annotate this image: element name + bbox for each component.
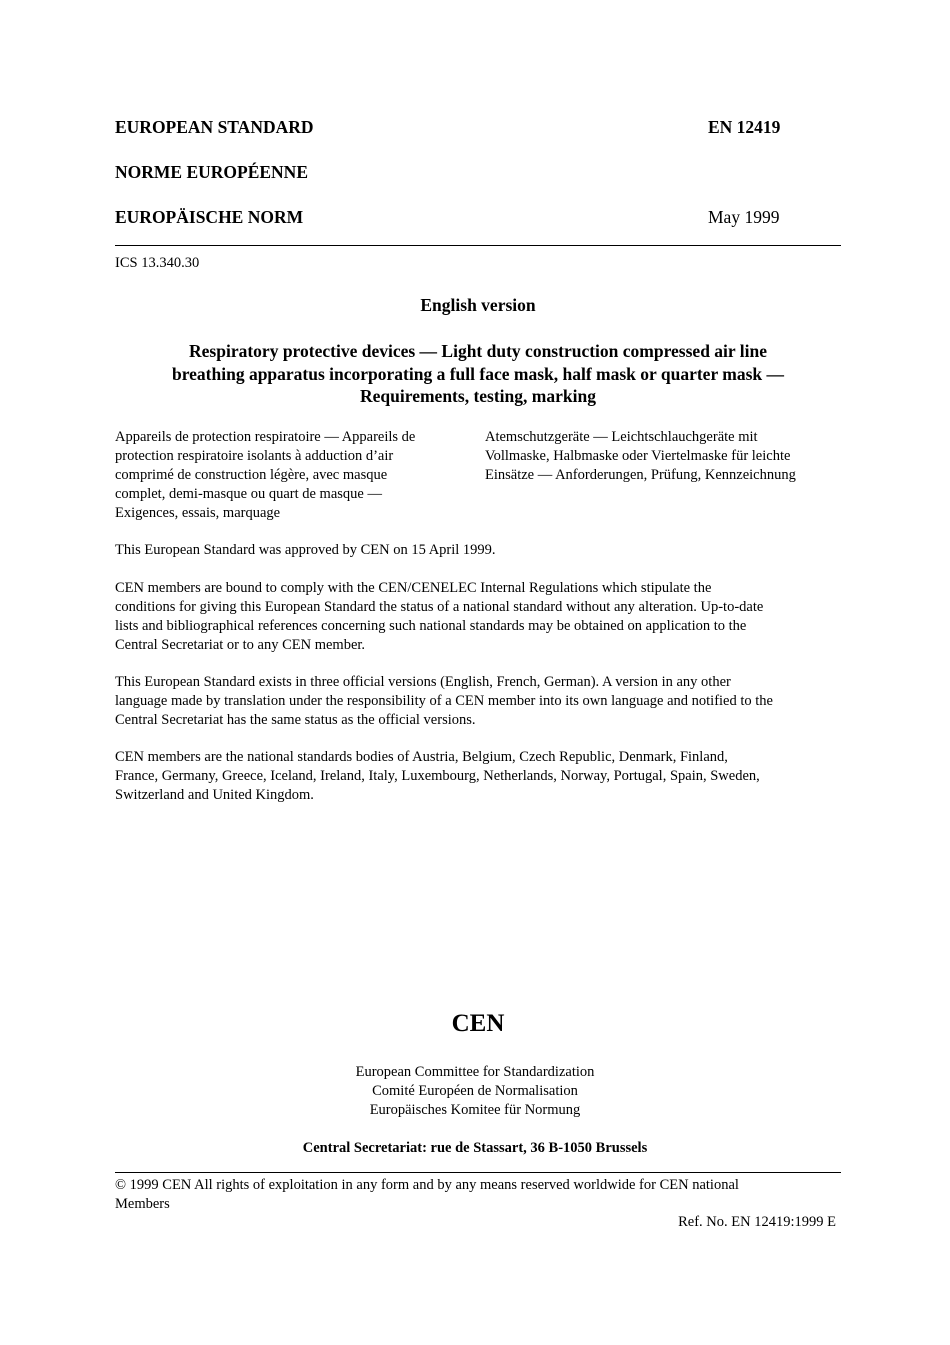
copyright-line: Members <box>115 1196 170 1212</box>
paragraph-line: Central Secretariat has the same status as the official versions. <box>115 712 476 728</box>
standard-label-de: EUROPÄISCHE NORM <box>115 207 304 227</box>
footer-divider <box>115 1172 841 1173</box>
compliance-paragraph <box>115 579 841 655</box>
document-title <box>115 340 841 408</box>
approval-paragraph: This European Standard was approved by CEN on 15 April 1999. <box>115 542 496 558</box>
publication-date: May 1999 <box>708 207 780 227</box>
cen-name-english: European Committee for Standardization <box>355 1064 595 1080</box>
title-line-3: Requirements, testing, marking <box>360 386 596 406</box>
members-paragraph <box>115 748 841 805</box>
paragraph-line: language made by translation under the responsibility of a CEN member into its own language and notified to the <box>115 693 773 709</box>
paragraph-line: France, Germany, Greece, Iceland, Ireland, Italy, Luxembourg, Netherlands, Norway, Portugal, Spain, Sweden, <box>115 768 760 784</box>
paragraph-line: lists and bibliographical references concerning such national standards may be obtained on application to the <box>115 618 747 634</box>
title-line-2: breathing apparatus incorporating a full face mask, half mask or quarter mask — <box>171 363 785 384</box>
french-title <box>115 428 475 523</box>
paragraph-line: CEN members are the national standards bodies of Austria, Belgium, Czech Republic, Denmark, Finland, <box>115 749 728 765</box>
versions-paragraph <box>115 673 841 730</box>
french-title-line: Exigences, essais, marquage <box>115 505 281 521</box>
paragraph-line: conditions for giving this European Standard the status of a national standard without any alteration. Up-to-date <box>115 599 764 615</box>
french-title-line: complet, demi-masque ou quart de masque — <box>115 486 382 502</box>
copyright-line: © 1999 CEN All rights of exploitation in any form and by any means reserved worldwide for CEN national <box>115 1177 739 1193</box>
paragraph-line: CEN members are bound to comply with the CEN/CENELEC Internal Regulations which stipulate the <box>115 580 712 596</box>
french-title-line: protection respiratoire isolants à adduction d’air <box>115 448 394 464</box>
paragraph-line: Central Secretariat or to any CEN member. <box>115 637 366 653</box>
french-title-line: Appareils de protection respiratoire — Appareils de <box>115 429 416 445</box>
cen-logo-text: CEN <box>451 1010 505 1037</box>
german-title-line: Einsätze — Anforderungen, Prüfung, Kennzeichnung <box>485 467 796 483</box>
title-line-1: Respiratory protective devices — Light duty construction compressed air line <box>189 341 767 361</box>
german-title-line: Vollmaske, Halbmaske oder Viertelmaske für leichte <box>485 448 791 464</box>
german-title <box>485 428 841 485</box>
ics-code: ICS 13.340.30 <box>115 255 200 271</box>
cen-names <box>115 1063 835 1120</box>
standard-number: EN 12419 <box>708 117 781 137</box>
cen-name-german: Europäisches Komitee für Normung <box>369 1102 581 1118</box>
reference-number: Ref. No. EN 12419:1999 E <box>678 1214 836 1230</box>
copyright-notice <box>115 1176 841 1214</box>
standard-label-en: EUROPEAN STANDARD <box>115 117 314 137</box>
paragraph-line: This European Standard exists in three official versions (English, French, German). A version in any other <box>115 674 731 690</box>
version-label: English version <box>420 295 536 315</box>
standard-label-fr: NORME EUROPÉENNE <box>115 162 308 182</box>
french-title-line: comprimé de construction légère, avec masque <box>115 467 388 483</box>
header-divider <box>115 245 841 246</box>
central-secretariat: Central Secretariat: rue de Stassart, 36 B-1050 Brussels <box>302 1140 648 1156</box>
paragraph-line: Switzerland and United Kingdom. <box>115 787 314 803</box>
cen-name-french: Comité Européen de Normalisation <box>372 1083 578 1099</box>
german-title-line: Atemschutzgeräte — Leichtschlauchgeräte mit <box>485 429 758 445</box>
